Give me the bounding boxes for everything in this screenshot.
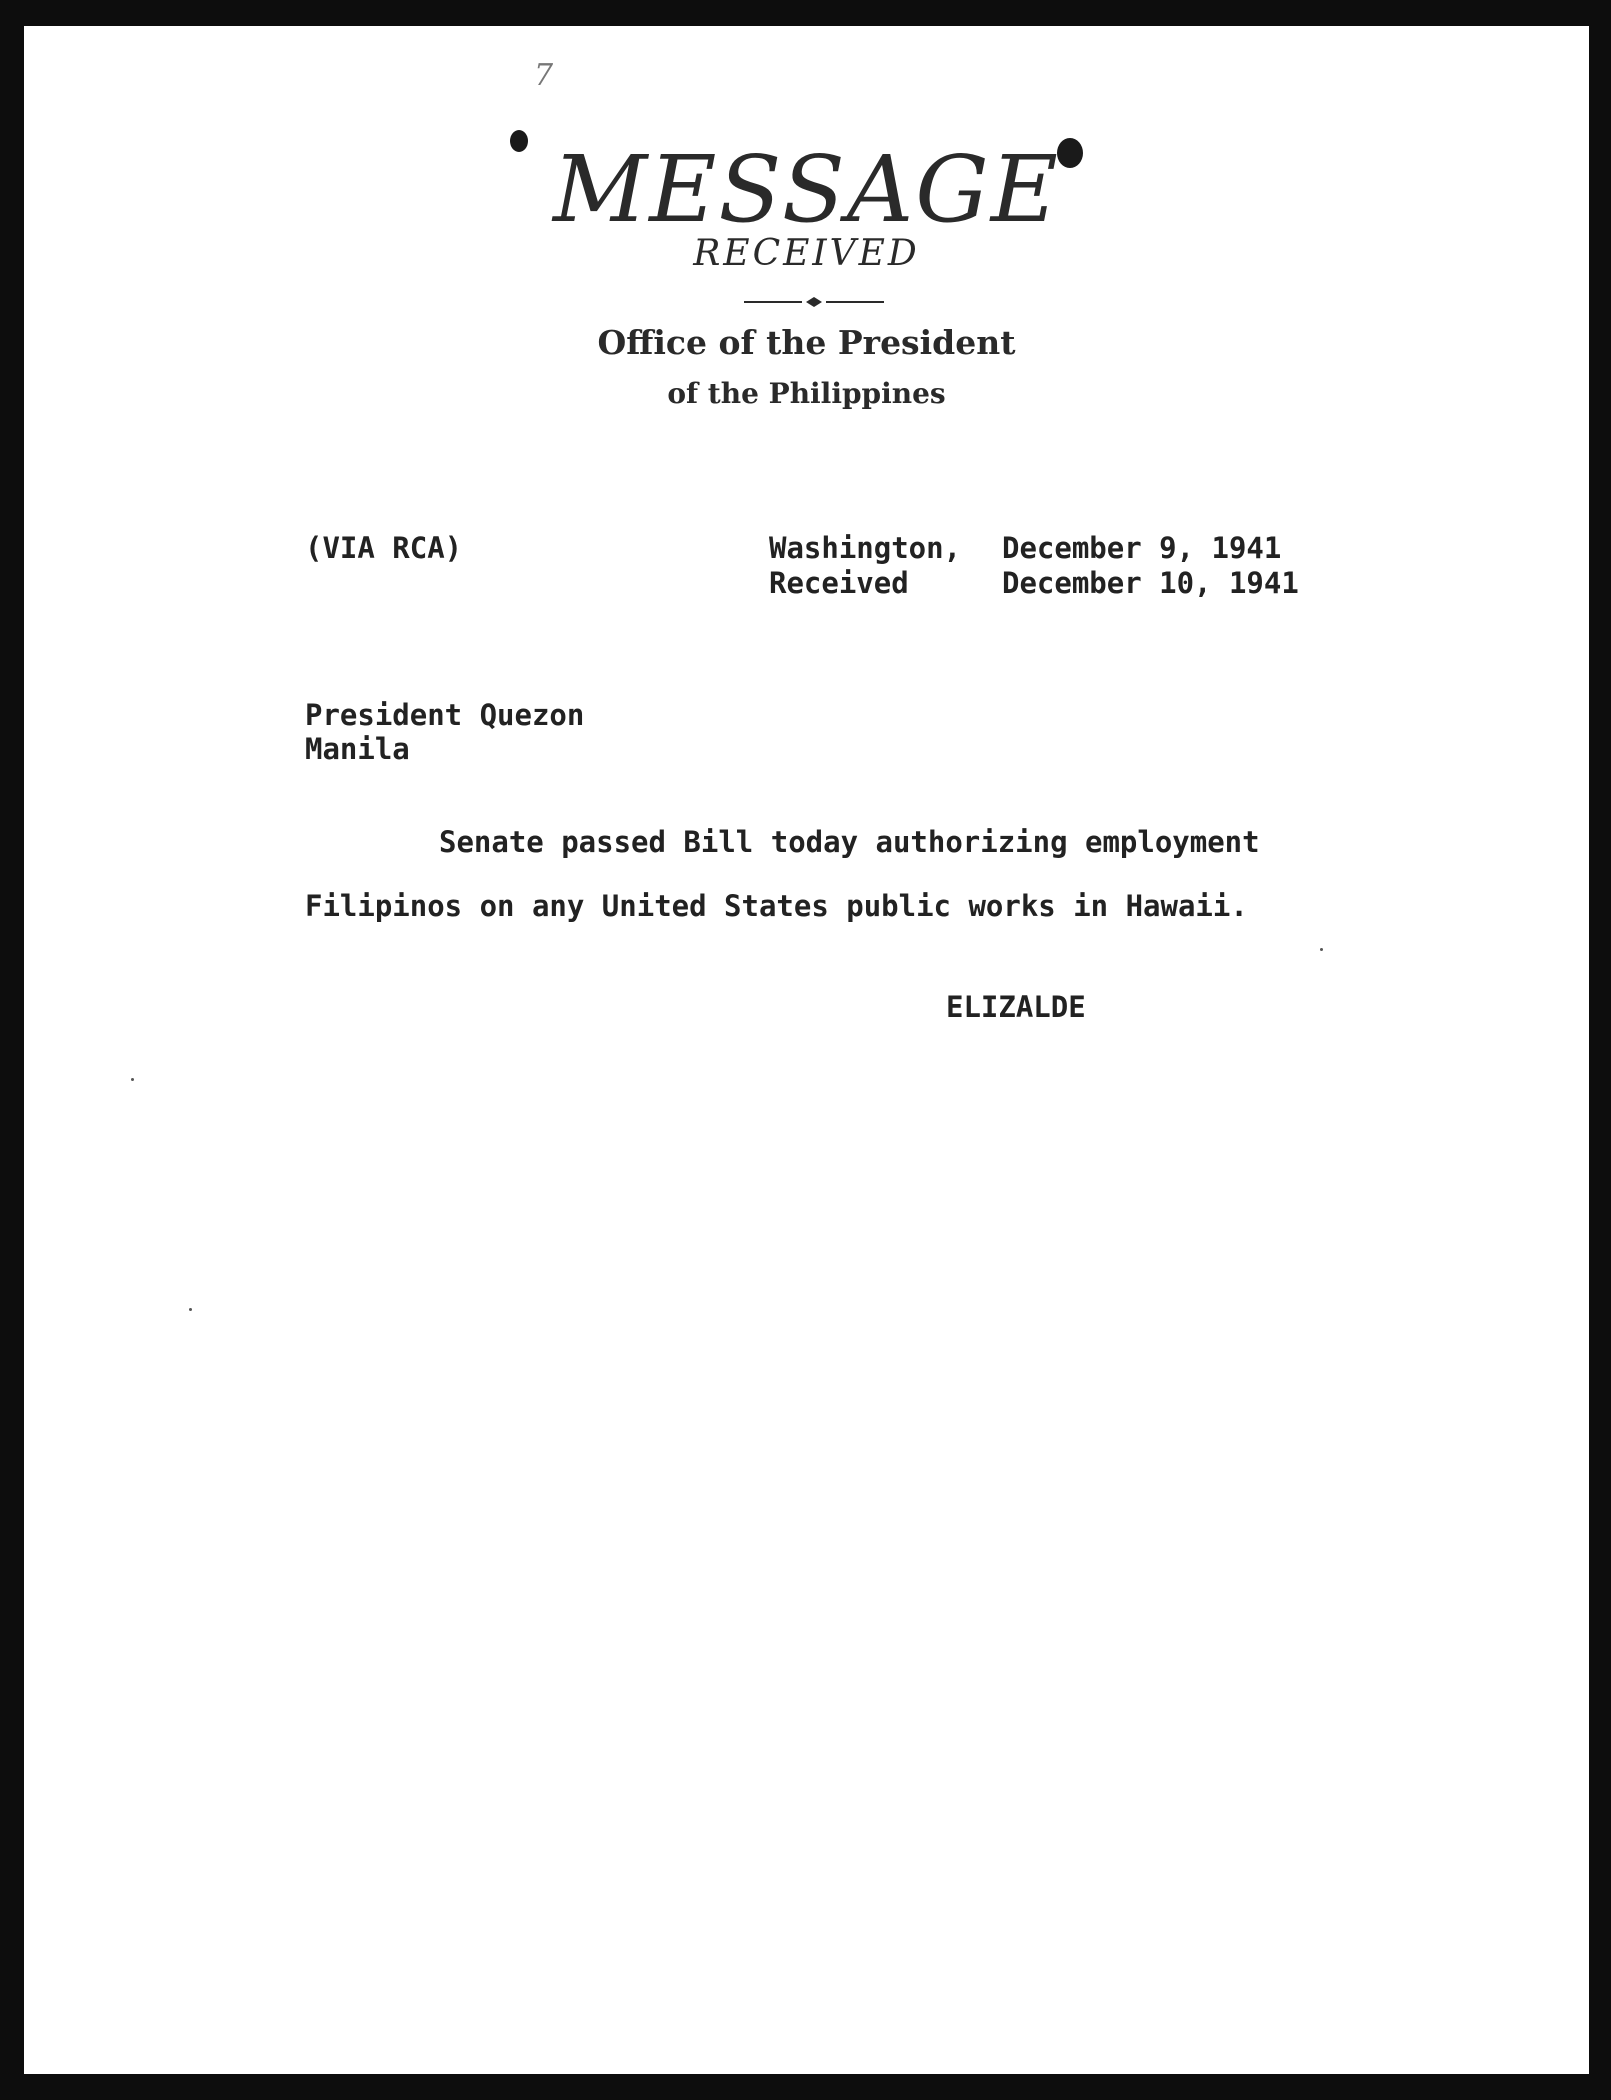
letterhead-subtitle: RECEIVED [693, 233, 920, 274]
addressee-city: Manila [305, 732, 410, 766]
scan-speck [131, 1078, 134, 1081]
body-line-1: Senate passed Bill today authorizing employment [439, 825, 1260, 859]
received-label: Received [769, 566, 909, 600]
scan-speck [189, 1308, 192, 1311]
scan-speck [1320, 948, 1323, 951]
addressee-name: President Quezon [305, 698, 585, 732]
received-date: December 10, 1941 [1002, 566, 1299, 600]
letterhead-office: Office of the President [597, 323, 1016, 362]
sent-date: December 9, 1941 [1002, 531, 1282, 565]
routing-note: (VIA RCA) [305, 531, 463, 565]
pencil-mark: 7 [534, 58, 554, 93]
document-page [24, 26, 1589, 2074]
sent-label: Washington, [769, 531, 962, 565]
letterhead-title: MESSAGE [553, 136, 1060, 243]
ornament-divider [744, 294, 884, 310]
letterhead-country: of the Philippines [667, 377, 946, 410]
signature: ELIZALDE [946, 990, 1086, 1024]
body-line-2: Filipinos on any United States public works in Hawaii. [305, 889, 1248, 923]
